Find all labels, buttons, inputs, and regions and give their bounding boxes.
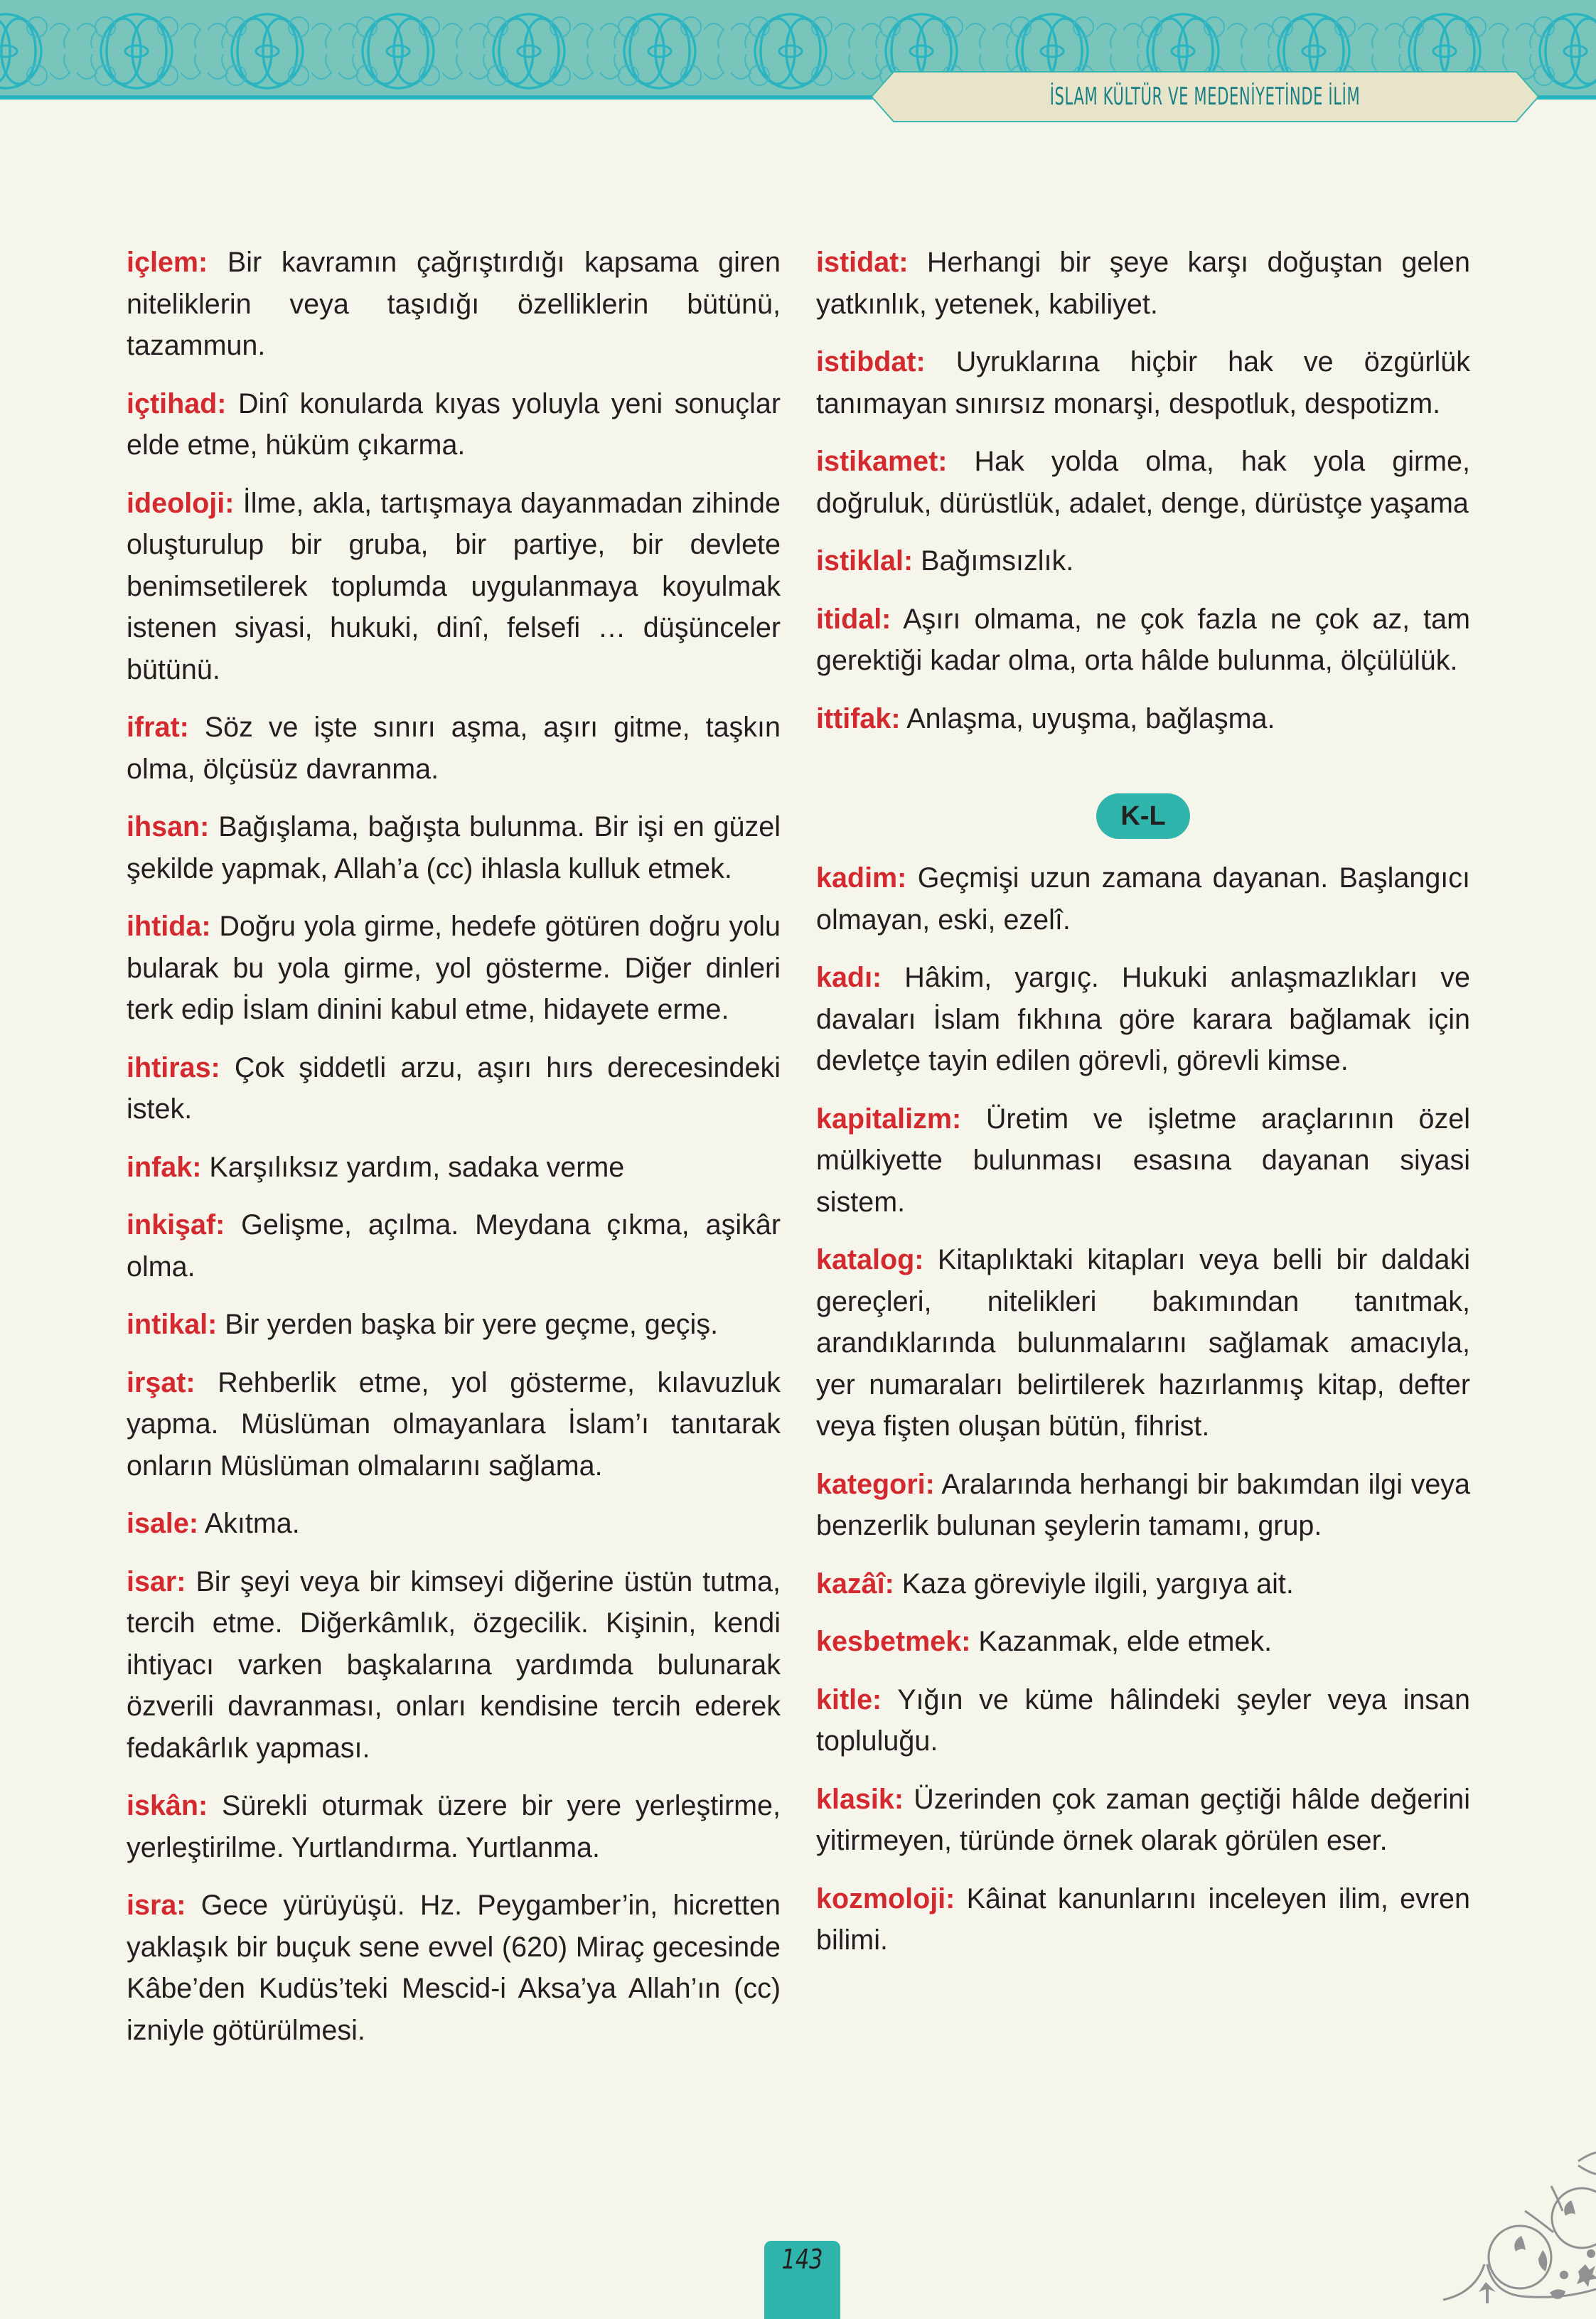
glossary-entry (816, 1464, 1470, 1547)
glossary-definition: Herhangi bir şeye karşı doğuştan gelen yatkınlık, yetenek, kabiliyet. (816, 247, 1470, 320)
glossary-term: inkişaf: (127, 1209, 225, 1241)
glossary-term: istiklal: (816, 545, 914, 577)
glossary-term: klasik: (816, 1783, 904, 1815)
glossary-column-left (127, 242, 781, 2067)
glossary-term: isale: (127, 1508, 199, 1539)
glossary-entry (127, 483, 781, 691)
chapter-title-banner (871, 71, 1539, 122)
glossary-definition: Hâkim, yargıç. Hukuki anlaşmazlıkları ve davaları İslam fıkhına göre karara bağlamak için devletçe tayin edilen görevli, görevli kimse. (816, 962, 1470, 1076)
glossary-term: ittifak: (816, 702, 901, 734)
glossary-entry (816, 1239, 1470, 1447)
glossary-term: istikamet: (816, 446, 948, 477)
glossary-definition: Yığın ve küme hâlindeki şeyler veya insan topluluğu. (816, 1683, 1470, 1757)
glossary-definition: Çok şiddetli arzu, aşırı hırs derecesindeki istek. (127, 1051, 781, 1125)
glossary-term: kozmoloji: (816, 1882, 955, 1914)
glossary-entry (127, 1204, 781, 1287)
glossary-entry (127, 1304, 781, 1346)
glossary-term: intikal: (127, 1309, 218, 1340)
glossary-term: içlem: (127, 247, 208, 278)
glossary-entry (816, 857, 1470, 941)
glossary-term: kadim: (816, 862, 907, 894)
glossary-definition: Akıtma. (204, 1508, 300, 1539)
glossary-term: kadı: (816, 962, 882, 993)
glossary-definition: Bir yerden başka bir yere geçme, geçiş. (225, 1309, 719, 1340)
glossary-definition: Dinî konularda kıyas yoluyla yeni sonuçlar elde etme, hüküm çıkarma. (127, 387, 781, 461)
glossary-entry (816, 1878, 1470, 1961)
glossary-entry (127, 1362, 781, 1487)
glossary-entry (127, 707, 781, 790)
glossary-term: isar: (127, 1565, 186, 1597)
glossary-definition: Bir kavramın çağrıştırdığı kapsama giren niteliklerin veya taşıdığı özelliklerin bütünü, tazammun. (127, 247, 781, 361)
glossary-term: ifrat: (127, 712, 189, 743)
glossary-definition: Geçmişi uzun zamana dayanan. Başlangıcı olmayan, eski, ezelî. (816, 862, 1470, 936)
glossary-entry (127, 806, 781, 889)
glossary-definition: Gelişme, açılma. Meydana çıkma, aşikâr olma. (127, 1209, 781, 1282)
glossary-definition: Sürekli oturmak üzere bir yere yerleştirme, yerleştirilme. Yurtlandırma. Yurtlanma. (127, 1790, 781, 1863)
glossary-definition: Doğru yola girme, hedefe götüren doğru yolu bularak bu yola girme, yol gösterme. Diğer dinleri terk edip İslam dinini kabul etme, hidayete erme. (127, 911, 781, 1025)
glossary-entry (127, 1147, 781, 1189)
glossary-entry (816, 341, 1470, 424)
glossary-definition: Üretim ve işletme araçlarının özel mülkiyette bulunması esasına dayanan siyasi sistem. (816, 1103, 1470, 1218)
glossary-definition: Bir şeyi veya bir kimseyi diğerine üstün tutma, tercih etme. Diğerkâmlık, özgecilik. Kişinin, kendi ihtiyacı varken başkalarına yardımda bulunarak özverili davranması, onları kendisine tercih ederek fedakârlık yapması. (127, 1565, 781, 1764)
glossary-term: katalog: (816, 1244, 924, 1275)
glossary-definition: Bağışlama, bağışta bulunma. Bir işi en güzel şekilde yapmak, Allah’a (cc) ihlasla kulluk etmek. (127, 811, 781, 884)
glossary-definition: Aralarında herhangi bir bakımdan ilgi veya benzerlik bulunan şeylerin tamamı, grup. (816, 1468, 1471, 1541)
glossary-definition: Üzerinden çok zaman geçtiği hâlde değerini yitirmeyen, türünde örnek olarak görülen eser. (816, 1783, 1470, 1856)
glossary-definition: Anlaşma, uyuşma, bağlaşma. (906, 702, 1275, 734)
section-letter-badge: K-L (1096, 793, 1190, 839)
glossary-entry (816, 1779, 1470, 1862)
glossary-entry (127, 1885, 781, 2051)
glossary-entry (127, 906, 781, 1031)
glossary-definition: Bağımsızlık. (921, 545, 1074, 577)
glossary-term: ideoloji: (127, 487, 235, 519)
page-number-tab (764, 2241, 840, 2319)
glossary-term: kitle: (816, 1683, 882, 1715)
glossary-definition: Kazanmak, elde etmek. (978, 1626, 1273, 1657)
glossary-entry (816, 698, 1470, 740)
glossary-term: ihtiras: (127, 1051, 220, 1083)
glossary-term: irşat: (127, 1366, 196, 1398)
glossary-entry (816, 1563, 1470, 1605)
glossary-term: istibdat: (816, 346, 926, 377)
glossary-term: içtihad: (127, 387, 227, 419)
glossary-term: kategori: (816, 1468, 935, 1500)
page-number: 143 (781, 2244, 823, 2275)
glossary-entry (127, 1047, 781, 1130)
glossary-term: kazâî: (816, 1568, 894, 1600)
glossary-entry (127, 383, 781, 466)
glossary-entry (127, 1503, 781, 1545)
glossary-term: isra: (127, 1890, 186, 1921)
glossary-entry (816, 242, 1470, 325)
glossary-entry (816, 1679, 1470, 1762)
glossary-entry (127, 242, 781, 367)
glossary-entry (816, 957, 1470, 1082)
glossary-term: iskân: (127, 1790, 208, 1821)
glossary-entry (127, 1561, 781, 1769)
glossary-term: kapitalizm: (816, 1103, 962, 1135)
glossary-definition: Hak yolda olma, hak yola girme, doğruluk, dürüstlük, adalet, denge, dürüstçe yaşama (816, 446, 1470, 519)
glossary-definition: Rehberlik etme, yol gösterme, kılavuzluk yapma. Müslüman olmayanlara İslam’ı tanıtarak onların Müslüman olmalarını sağlama. (127, 1366, 781, 1482)
glossary-definition: Uyruklarına hiçbir hak ve özgürlük tanımayan sınırsız monarşi, despotluk, despotizm. (816, 346, 1470, 419)
chapter-title: İSLAM KÜLTÜR VE MEDENİYETİNDE İLİM (1049, 82, 1361, 111)
glossary-definition: İlme, akla, tartışmaya dayanmadan zihinde oluşturulup bir gruba, bir partiye, bir devlete benimsetilerek toplumda uygulanmaya koyulmak istenen siyasi, hukuki, dinî, felsefi … düşünceler bütünü. (127, 487, 781, 685)
glossary-definition: Gece yürüyüşü. Hz. Peygamber’in, hicretten yaklaşık bir buçuk sene evvel (620) Miraç gecesinde Kâbe’den Kudüs’teki Mescid-i Aksa’ya Allah’ın (cc) izniyle götürülmesi. (127, 1890, 781, 2046)
floral-corner-icon (1436, 2140, 1596, 2310)
glossary-definition: Aşırı olmama, ne çok fazla ne çok az, tam gerektiği kadar olma, orta hâlde bulunma, ölçülülük. (816, 603, 1470, 676)
glossary-entry (816, 540, 1470, 582)
glossary-entry (816, 1621, 1470, 1663)
glossary-definition: Kitaplıktaki kitapları veya belli bir daldaki gereçleri, nitelikleri bakımından tanıtmak, arandıklarında bulunmalarını sağlamak amacıyla, yer numaraları belirtilerek hazırlanmış kitap, defter veya fişten oluşan bütün, fihrist. (816, 1244, 1470, 1442)
glossary-term: istidat: (816, 247, 909, 278)
glossary-entry (816, 599, 1470, 682)
glossary-definition: Kaza göreviyle ilgili, yargıya ait. (901, 1568, 1294, 1600)
glossary-definition: Kâinat kanunlarını inceleyen ilim, evren bilimi. (816, 1882, 1470, 1956)
glossary-entry (127, 1785, 781, 1868)
glossary-entry (816, 1098, 1470, 1223)
glossary-term: kesbetmek: (816, 1626, 971, 1657)
section-divider (816, 793, 1470, 839)
glossary-definition: Karşılıksız yardım, sadaka verme (209, 1151, 625, 1183)
glossary-entry (816, 441, 1470, 524)
glossary-term: infak: (127, 1151, 202, 1183)
glossary-term: ihsan: (127, 811, 210, 842)
glossary-term: itidal: (816, 603, 891, 635)
glossary-term: ihtida: (127, 911, 211, 942)
glossary-column-right (816, 242, 1470, 1978)
glossary-definition: Söz ve işte sınırı aşma, aşırı gitme, taşkın olma, ölçüsüz davranma. (127, 712, 781, 785)
